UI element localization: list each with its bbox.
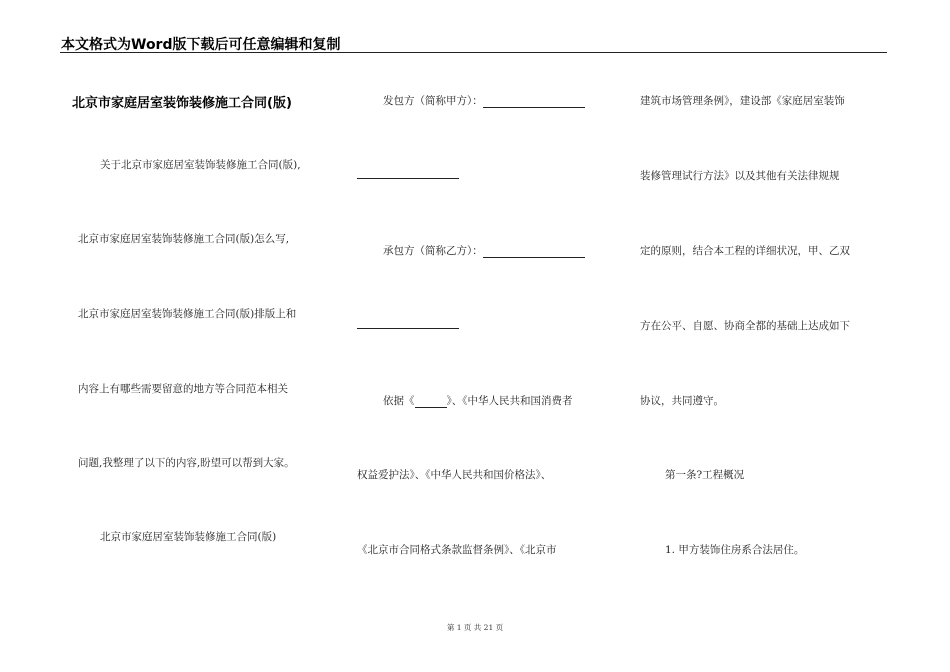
article-item-1: 1. 甲方装饰住房系合法居住。 — [665, 544, 805, 556]
header-rule — [60, 52, 887, 53]
paragraph-line: 权益爱护法》、《中华人民共和国价格法》、 — [357, 469, 552, 481]
document-banner: 本文格式为Word版下载后可任意编辑和复制 — [61, 37, 341, 53]
article-heading: 第一条?工程概况 — [665, 469, 745, 481]
page-footer: 第 1 页 共 21 页 — [446, 623, 504, 632]
party-a-line — [383, 93, 585, 108]
basis-prefix: 依据《 — [383, 395, 415, 407]
contract-subtitle: 北京市家庭居室装饰装修施工合同(版) — [100, 531, 277, 543]
paragraph-line: 《北京市合同格式条款监督条例》、《北京市 — [357, 544, 557, 556]
party-b-blank-continued — [357, 328, 459, 329]
paragraph-line: 协议，共同遵守。 — [640, 395, 724, 407]
paragraph-line: 北京市家庭居室装饰装修施工合同(版)排版上和 — [78, 308, 297, 320]
paragraph-line: 问题,我整理了以下的内容,盼望可以帮到大家。 — [78, 457, 295, 469]
party-a-blank-continued — [357, 178, 459, 179]
paragraph-line: 定的原则，结合本工程的详细状况，甲、乙双 — [640, 245, 850, 257]
party-b-blank — [483, 257, 585, 258]
paragraph-line: 方在公平、自愿、协商全都的基础上达成如下 — [640, 320, 850, 332]
paragraph-line: 关于北京市家庭居室装饰装修施工合同(版), — [100, 159, 301, 171]
party-b-line — [383, 243, 585, 258]
party-a-blank — [483, 107, 585, 108]
paragraph-line: 装修管理试行方法》以及其他有关法律规规 — [640, 170, 840, 182]
party-b-label: 承包方（简称乙方）： — [383, 245, 483, 257]
paragraph-line: 建筑市场管理条例》，建设部《家庭居室装饰 — [640, 95, 845, 107]
paragraph-line: 北京市家庭居室装饰装修施工合同(版)怎么写, — [78, 233, 290, 245]
document-title: 北京市家庭居室装饰装修施工合同(版) — [72, 96, 292, 111]
paragraph-line: 内容上有哪些需要留意的地方等合同范本相关 — [78, 383, 288, 395]
basis-suffix: 》、《中华人民共和国消费者 — [446, 395, 573, 407]
party-a-label: 发包方（简称甲方）： — [383, 95, 483, 107]
basis-blank — [415, 407, 447, 408]
basis-line — [383, 393, 573, 408]
